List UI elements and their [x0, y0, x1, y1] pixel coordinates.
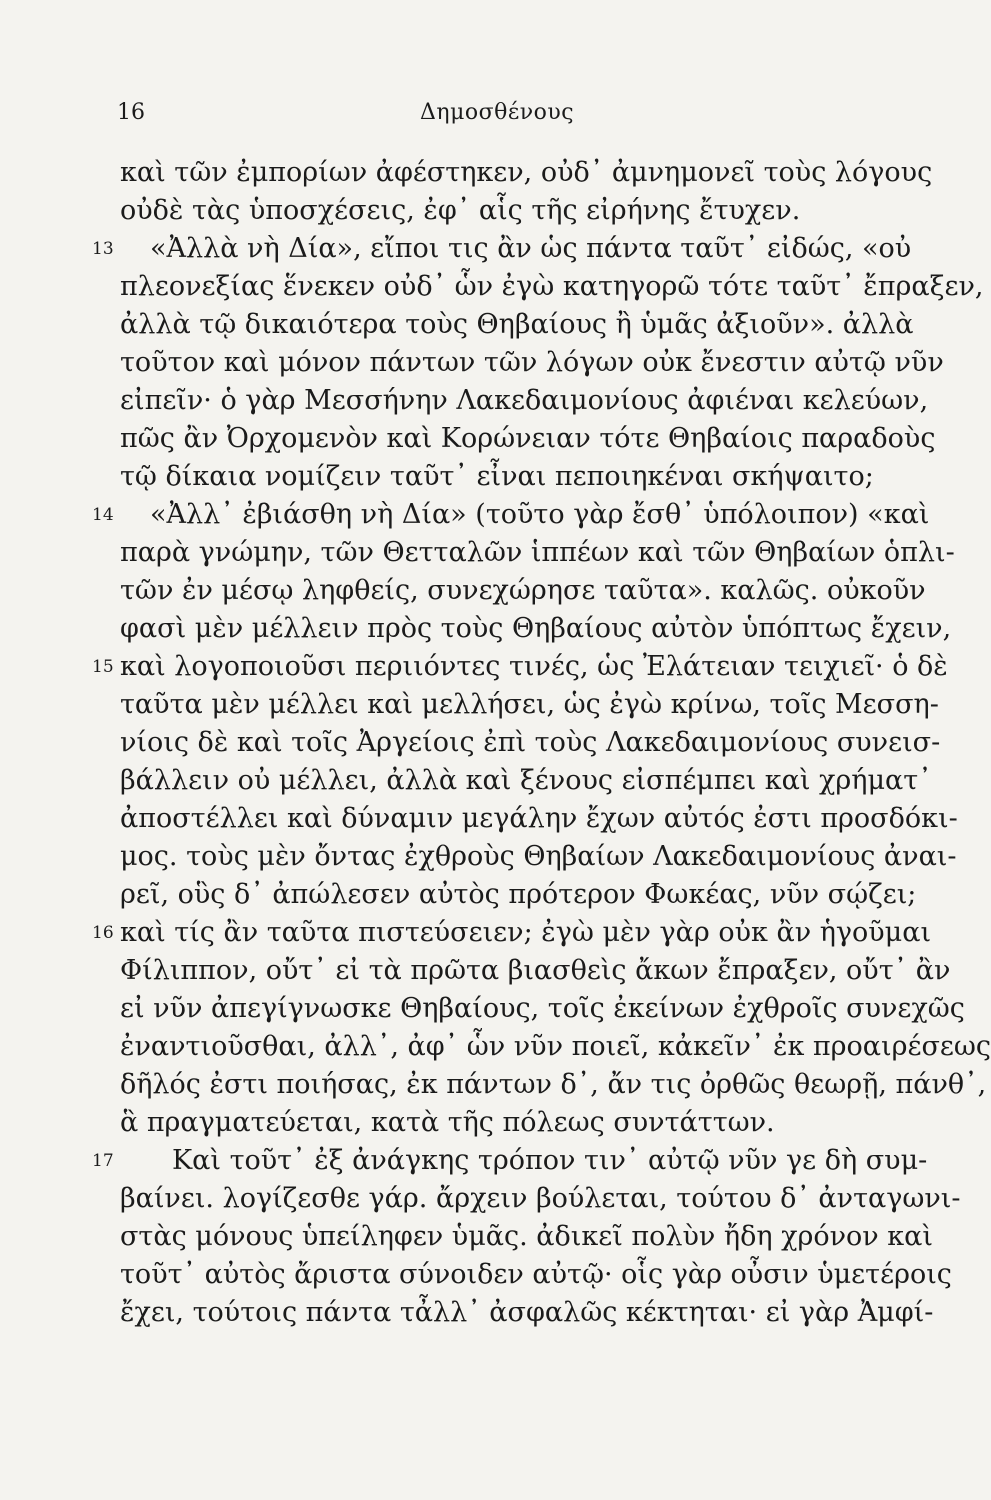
text-line: ἐναντιοῦσθαι, ἀλλ᾽, ἀφ᾽ ὧν νῦν ποιεῖ, κἀκεῖν᾽ ἐκ προαιρέσεως — [120, 1031, 991, 1062]
text-line: ρεῖ, οὓς δ᾽ ἀπώλεσεν αὐτὸς πρότερον Φωκέας, νῦν σῴζει; — [120, 879, 917, 910]
text-line: οὐδὲ τὰς ὑποσχέσεις, ἐφ᾽ αἷς τῆς εἰρήνης ἔτυχεν. — [120, 195, 801, 226]
text-line: καὶ λογοποιοῦσι περιιόντες τινές, ὡς Ἐλάτειαν τειχιεῖ· ὁ δὲ — [120, 651, 948, 682]
text-line: νίοις δὲ καὶ τοῖς Ἀργείοις ἐπὶ τοὺς Λακεδαιμονίους συνεισ- — [120, 727, 941, 758]
text-line: Καὶ τοῦτ᾽ ἐξ ἀνάγκης τρόπον τιν᾽ αὐτῷ νῦν γε δὴ συμ- — [172, 1145, 928, 1176]
text-line: μος. τοὺς μὲν ὄντας ἐχθροὺς Θηβαίων Λακεδαιμονίους ἀναι- — [120, 841, 957, 872]
text-line: καὶ τῶν ἐμπορίων ἀφέστηκεν, οὐδ᾽ ἀμνημονεῖ τοὺς λόγους — [120, 157, 933, 188]
text-line: ταῦτα μὲν μέλλει καὶ μελλήσει, ὡς ἐγὼ κρίνω, τοῖς Μεσση- — [120, 689, 939, 720]
text-line: βαίνει. λογίζεσθε γάρ. ἄρχειν βούλεται, τούτου δ᾽ ἀνταγωνι- — [120, 1183, 961, 1214]
running-head-title: Δημοσθένους — [420, 100, 575, 125]
text-line: καὶ τίς ἂν ταῦτα πιστεύσειεν; ἐγὼ μὲν γὰρ οὐκ ἂν ἡγοῦμαι — [120, 917, 932, 948]
text-line: εἰπεῖν· ὁ γὰρ Μεσσήνην Λακεδαιμονίους ἀφιέναι κελεύων, — [120, 385, 929, 416]
text-line: τοῦτον καὶ μόνον πάντων τῶν λόγων οὐκ ἔνεστιν αὐτῷ νῦν — [120, 347, 944, 378]
text-line: τῷ δίκαια νομίζειν ταῦτ᾽ εἶναι πεποιηκέναι σκήψαιτο; — [120, 461, 874, 492]
text-line: ἃ πραγματεύεται, κατὰ τῆς πόλεως συντάττων. — [120, 1107, 775, 1138]
text-line: ἀποστέλλει καὶ δύναμιν μεγάλην ἔχων αὐτός ἐστι προσδόκι- — [120, 803, 958, 834]
section-number: 16 — [92, 923, 114, 943]
text-line: εἰ νῦν ἀπεγίγνωσκε Θηβαίους, τοῖς ἐκείνων ἐχθροῖς συνεχῶς — [120, 993, 965, 1024]
text-line: δῆλός ἐστι ποιήσας, ἐκ πάντων δ᾽, ἄν τις ὀρθῶς θεωρῇ, πάνθ᾽, — [120, 1069, 987, 1100]
section-number: 17 — [92, 1151, 114, 1171]
page-number: 16 — [117, 100, 145, 125]
text-line: παρὰ γνώμην, τῶν Θετταλῶν ἱππέων καὶ τῶν Θηβαίων ὁπλι- — [120, 537, 955, 568]
text-line: τῶν ἐν μέσῳ ληφθείς, συνεχώρησε ταῦτα». καλῶς. οὐκοῦν — [120, 575, 926, 606]
text-line: πλεονεξίας ἕνεκεν οὐδ᾽ ὧν ἐγὼ κατηγορῶ τότε ταῦτ᾽ ἔπραξεν, — [120, 271, 984, 302]
text-line: ἀλλὰ τῷ δικαιότερα τοὺς Θηβαίους ἢ ὑμᾶς ἀξιοῦν». ἀλλὰ — [120, 309, 914, 340]
text-line: ἔχει, τούτοις πάντα τἆλλ᾽ ἀσφαλῶς κέκτηται· εἰ γὰρ Ἀμφί- — [120, 1297, 934, 1328]
text-line: «Ἀλλ᾽ ἐβιάσθη νὴ Δία» (τοῦτο γὰρ ἔσθ᾽ ὑπόλοιπον) «καὶ — [150, 499, 930, 530]
text-line: τοῦτ᾽ αὐτὸς ἄριστα σύνοιδεν αὐτῷ· οἷς γὰρ οὖσιν ὑμετέροις — [120, 1259, 952, 1290]
section-number: 14 — [92, 505, 114, 525]
text-line: πῶς ἂν Ὀρχομενὸν καὶ Κορώνειαν τότε Θηβαίοις παραδοὺς — [120, 423, 936, 454]
text-line: Φίλιππον, οὔτ᾽ εἰ τὰ πρῶτα βιασθεὶς ἄκων ἔπραξεν, οὔτ᾽ ἂν — [120, 955, 951, 986]
section-number: 15 — [92, 657, 114, 677]
section-number: 13 — [92, 239, 114, 259]
text-line: στὰς μόνους ὑπείληφεν ὑμᾶς. ἀδικεῖ πολὺν ἤδη χρόνον καὶ — [120, 1221, 933, 1252]
text-line: βάλλειν οὐ μέλλει, ἀλλὰ καὶ ξένους εἰσπέμπει καὶ χρήματ᾽ — [120, 765, 932, 796]
text-line: «Ἀλλὰ νὴ Δία», εἴποι τις ἂν ὡς πάντα ταῦτ᾽ εἰδώς, «οὐ — [150, 233, 912, 264]
text-line: φασὶ μὲν μέλλειν πρὸς τοὺς Θηβαίους αὐτὸν ὑπόπτως ἔχειν, — [120, 613, 952, 644]
